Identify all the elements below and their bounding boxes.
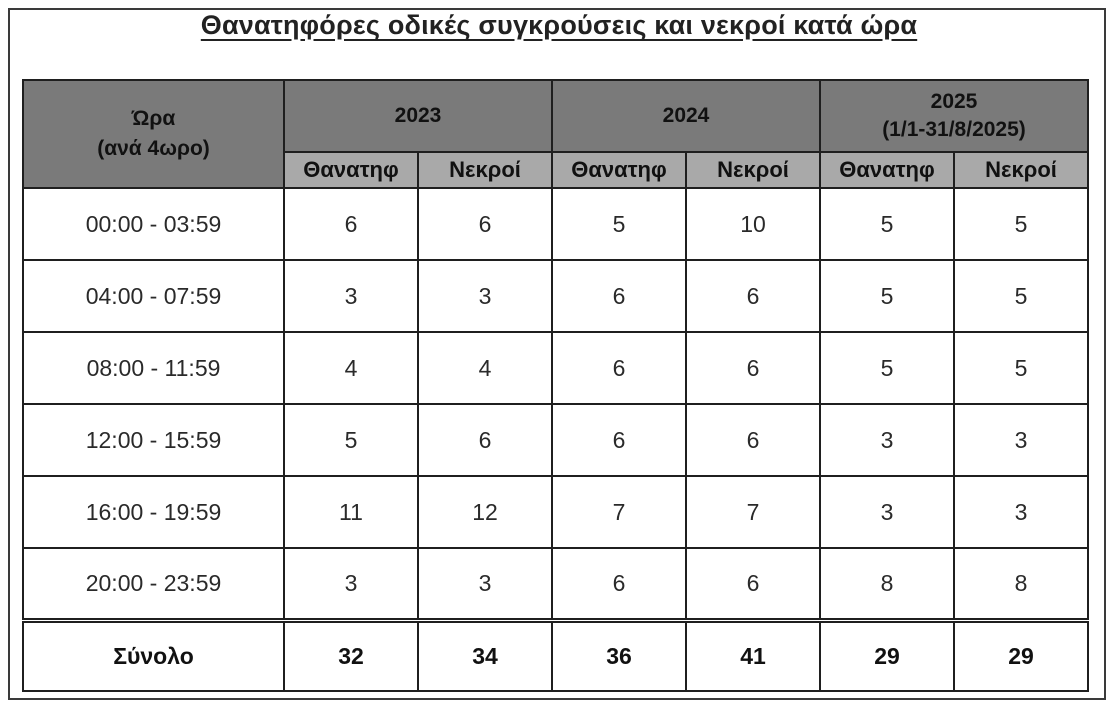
hour-range-cell: 00:00 - 03:59 <box>23 188 284 260</box>
hour-range-cell: 08:00 - 11:59 <box>23 332 284 404</box>
total-value-cell: 36 <box>552 620 686 691</box>
value-cell: 3 <box>284 548 418 620</box>
subheader-deaths: Νεκροί <box>686 152 820 188</box>
value-cell: 5 <box>954 260 1088 332</box>
hour-range-cell: 20:00 - 23:59 <box>23 548 284 620</box>
subheader-deaths: Νεκροί <box>954 152 1088 188</box>
value-cell: 6 <box>418 404 552 476</box>
value-cell: 5 <box>284 404 418 476</box>
year-header-2023 <box>284 80 552 152</box>
total-value-cell: 32 <box>284 620 418 691</box>
value-cell: 3 <box>284 260 418 332</box>
value-cell: 5 <box>954 332 1088 404</box>
value-cell: 3 <box>954 476 1088 548</box>
year-header-sublabel: (1/1-31/8/2025) <box>882 118 1026 141</box>
total-row <box>23 620 1088 691</box>
hour-header <box>23 80 284 188</box>
hour-header-line2: (ανά 4ωρο) <box>97 137 210 160</box>
value-cell: 6 <box>686 260 820 332</box>
hour-range-cell: 04:00 - 07:59 <box>23 260 284 332</box>
subheader-fatal-crashes: Θανατηφ <box>284 152 418 188</box>
total-value-cell: 34 <box>418 620 552 691</box>
value-cell: 6 <box>686 332 820 404</box>
hour-range-cell: 12:00 - 15:59 <box>23 404 284 476</box>
value-cell: 3 <box>954 404 1088 476</box>
value-cell: 10 <box>686 188 820 260</box>
table-row <box>23 332 1088 404</box>
value-cell: 5 <box>954 188 1088 260</box>
value-cell: 4 <box>284 332 418 404</box>
value-cell: 3 <box>820 476 954 548</box>
value-cell: 6 <box>552 404 686 476</box>
value-cell: 3 <box>418 548 552 620</box>
value-cell: 6 <box>686 548 820 620</box>
value-cell: 8 <box>820 548 954 620</box>
value-cell: 6 <box>552 332 686 404</box>
total-label: Σύνολο <box>23 620 284 691</box>
value-cell: 6 <box>418 188 552 260</box>
value-cell: 6 <box>284 188 418 260</box>
value-cell: 5 <box>820 260 954 332</box>
hour-range-cell: 16:00 - 19:59 <box>23 476 284 548</box>
subheader-fatal-crashes: Θανατηφ <box>552 152 686 188</box>
value-cell: 8 <box>954 548 1088 620</box>
hourly-fatalities-table <box>22 79 1089 692</box>
value-cell: 7 <box>686 476 820 548</box>
table-row <box>23 188 1088 260</box>
table-row <box>23 404 1088 476</box>
year-header-2025 <box>820 80 1088 152</box>
value-cell: 5 <box>820 332 954 404</box>
hour-header-line1: Ώρα <box>131 107 176 130</box>
value-cell: 11 <box>284 476 418 548</box>
year-header-2024 <box>552 80 820 152</box>
year-header-label: 2025 <box>930 90 978 113</box>
value-cell: 3 <box>820 404 954 476</box>
value-cell: 5 <box>552 188 686 260</box>
value-cell: 6 <box>686 404 820 476</box>
total-value-cell: 29 <box>820 620 954 691</box>
page-title: Θανατηφόρες οδικές συγκρούσεις και νεκροί κατά ώρα <box>200 10 918 40</box>
table-row <box>23 260 1088 332</box>
value-cell: 5 <box>820 188 954 260</box>
year-header-label: 2023 <box>394 104 442 127</box>
value-cell: 12 <box>418 476 552 548</box>
value-cell: 7 <box>552 476 686 548</box>
value-cell: 3 <box>418 260 552 332</box>
value-cell: 6 <box>552 260 686 332</box>
value-cell: 6 <box>552 548 686 620</box>
subheader-deaths: Νεκροί <box>418 152 552 188</box>
table-row <box>23 476 1088 548</box>
subheader-fatal-crashes: Θανατηφ <box>820 152 954 188</box>
table-row <box>23 548 1088 620</box>
year-header-label: 2024 <box>662 104 710 127</box>
total-value-cell: 41 <box>686 620 820 691</box>
total-value-cell: 29 <box>954 620 1088 691</box>
value-cell: 4 <box>418 332 552 404</box>
